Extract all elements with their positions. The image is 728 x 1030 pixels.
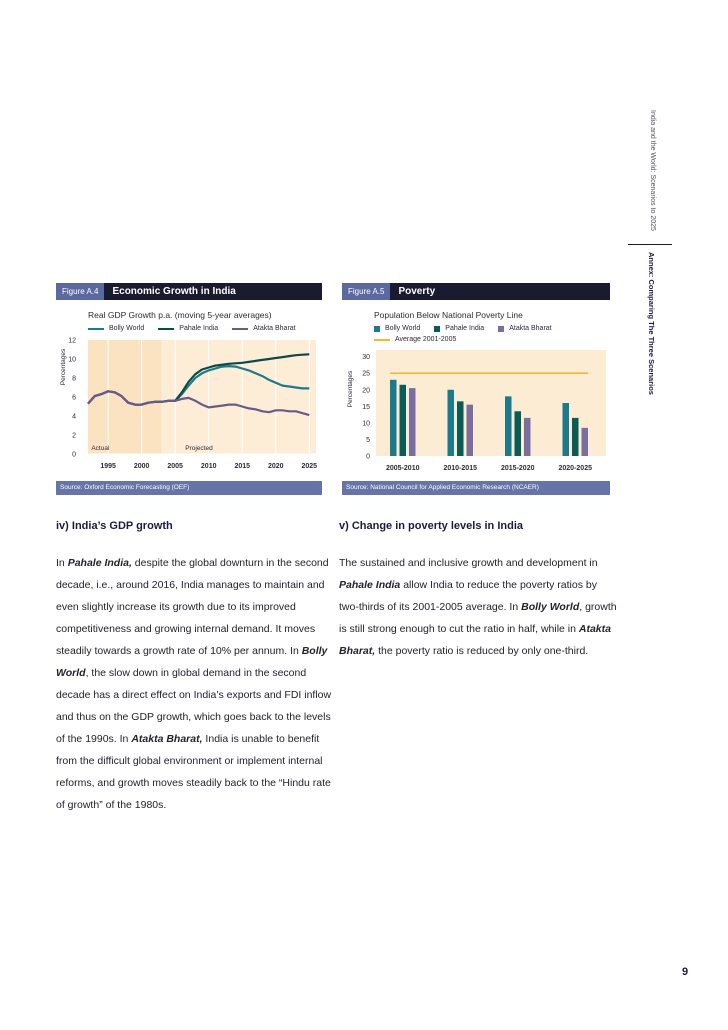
bar-bolly-world-2010-2015 xyxy=(448,390,455,456)
legend-swatch xyxy=(158,328,174,330)
bar-bolly-world-2015-2020 xyxy=(505,396,512,456)
scenario-name: Atakta Bharat, xyxy=(131,733,203,745)
x-tick-label: 2020-2025 xyxy=(558,465,592,472)
gdp-section-heading: iv) India’s GDP growth xyxy=(56,520,173,532)
projected-period-shading xyxy=(162,340,316,454)
y-axis-label: Percentages xyxy=(60,348,67,386)
y-tick-label: 6 xyxy=(72,394,76,402)
text-run: The sustained and inclusive growth and development in xyxy=(339,557,598,569)
x-tick-label: 2005-2010 xyxy=(386,465,420,472)
y-tick-label: 25 xyxy=(362,370,370,378)
poverty-section-body xyxy=(339,552,619,662)
poverty-section-heading: v) Change in poverty levels in India xyxy=(339,520,523,532)
side-section-title xyxy=(644,252,658,402)
x-tick-label: 2010-2015 xyxy=(443,465,477,472)
bar-pahale-india-2015-2020 xyxy=(515,411,522,456)
legend-item-bolly-world xyxy=(88,325,144,332)
legend-swatch xyxy=(88,328,104,330)
legend-swatch xyxy=(232,328,248,330)
projected-annotation: Projected xyxy=(185,445,213,452)
actual-annotation: Actual xyxy=(91,445,110,452)
legend-item-pahale-india xyxy=(434,325,484,332)
bar-pahale-india-2010-2015 xyxy=(457,401,464,456)
x-tick-label: 2025 xyxy=(301,463,318,470)
bar-pahale-india-2020-2025 xyxy=(572,418,579,456)
x-tick-label: 2015-2020 xyxy=(501,465,535,472)
x-tick-label: 2005 xyxy=(167,463,183,470)
text-run: India is unable to benefit from the difficult global environment or implement internal reforms, and growth moves steadily back to the “Hindu rate of growth” of the 1980s. xyxy=(56,733,331,811)
y-tick-label: 0 xyxy=(366,453,370,461)
x-tick-label: 2015 xyxy=(234,463,251,470)
poverty-chart-legend xyxy=(374,325,566,332)
x-tick-label: 2010 xyxy=(200,463,217,470)
text-run: , growth is still strong enough to cut the ratio in half, while in xyxy=(339,601,617,635)
text-run: despite the global downturn in the second decade, i.e., around 2016, India manages to maintain and even slightly increase its growth due to its improved competitiveness and growing internal demand. It moves steadily towards a growth rate of 10% per annum. In xyxy=(56,557,329,657)
x-tick-label: 2000 xyxy=(133,463,150,470)
legend-item-atakta-bharat xyxy=(498,325,551,332)
y-tick-label: 5 xyxy=(366,436,370,444)
y-tick-label: 10 xyxy=(68,356,76,364)
legend-label: Average 2001-2005 xyxy=(395,336,457,343)
legend-item-atakta-bharat xyxy=(232,325,295,332)
text-run: allow India to reduce the poverty ratios by two-thirds of its 2001-2005 average. In xyxy=(339,579,597,613)
side-divider xyxy=(628,244,672,245)
side-running-title-text: India and the World: Scenarios to 2025 xyxy=(649,110,656,231)
scenario-name: Bolly World xyxy=(521,601,580,613)
figure-a4-label: Figure A.4 xyxy=(56,283,104,300)
bar-atakta-bharat-2005-2010 xyxy=(409,388,416,456)
y-tick-label: 30 xyxy=(362,354,370,362)
text-run: In xyxy=(56,557,68,569)
bar-atakta-bharat-2020-2025 xyxy=(582,428,589,456)
y-tick-label: 15 xyxy=(362,403,370,411)
y-tick-label: 4 xyxy=(72,413,76,421)
poverty-chart-title: Population Below National Poverty Line xyxy=(374,310,523,320)
scenario-name: Pahale India xyxy=(339,579,401,591)
y-tick-label: 10 xyxy=(362,420,370,428)
text-run: the poverty ratio is reduced by only one-third. xyxy=(375,645,589,657)
scenario-name: Bolly World xyxy=(56,645,328,679)
figure-a5-source: Source: National Council for Applied Economic Research (NCAER) xyxy=(342,481,610,495)
legend-label: Atakta Bharat xyxy=(509,325,552,332)
gdp-chart-title: Real GDP Growth p.a. (moving 5-year averages) xyxy=(88,310,272,320)
y-tick-label: 2 xyxy=(72,432,76,440)
legend-label: Bolly World xyxy=(385,325,421,332)
legend-label: Pahale India xyxy=(179,325,219,332)
legend-label: Pahale India xyxy=(445,325,485,332)
bar-bolly-world-2020-2025 xyxy=(563,403,570,456)
x-tick-label: 1995 xyxy=(100,463,116,470)
poverty-bar-chart xyxy=(342,346,610,476)
y-tick-label: 8 xyxy=(72,375,76,383)
figure-a5-title: Poverty xyxy=(398,286,436,297)
poverty-paragraph xyxy=(339,552,619,662)
scenario-name: Pahale India, xyxy=(67,557,132,569)
legend-swatch xyxy=(374,339,390,341)
legend-label: Atakta Bharat xyxy=(253,325,296,332)
side-section-title-text: Annex: Comparing The Three Scenarios xyxy=(647,252,656,395)
page-number: 9 xyxy=(682,966,689,978)
scenario-name: Atakta Bharat, xyxy=(339,623,611,657)
poverty-chart-legend-average xyxy=(374,336,470,343)
gdp-section-body xyxy=(56,552,334,816)
legend-swatch xyxy=(374,326,380,332)
figure-a4-title: Economic Growth in India xyxy=(112,286,236,297)
figure-a5-label: Figure A.5 xyxy=(342,283,390,300)
bar-pahale-india-2005-2010 xyxy=(400,385,407,456)
gdp-line-chart xyxy=(56,336,322,476)
text-run: , the slow down in global demand in the second decade has a direct effect on India’s exports and FDI inflow and thus on the GDP growth, which goes back to the levels of the 1990s. In xyxy=(56,667,332,745)
y-tick-label: 0 xyxy=(72,451,76,459)
gdp-chart-legend xyxy=(88,325,310,332)
gdp-paragraph xyxy=(56,552,334,816)
figure-a4-header xyxy=(56,283,322,300)
legend-item-average xyxy=(374,336,456,343)
legend-swatch xyxy=(434,326,440,332)
x-tick-label: 2020 xyxy=(267,463,284,470)
y-tick-label: 20 xyxy=(362,387,370,395)
figure-a4-source: Source: Oxford Economic Forecasting (OEF) xyxy=(56,481,322,495)
bar-atakta-bharat-2010-2015 xyxy=(467,405,474,456)
bar-bolly-world-2005-2010 xyxy=(390,380,397,456)
legend-item-pahale-india xyxy=(158,325,218,332)
side-running-title xyxy=(644,110,658,240)
legend-item-bolly-world xyxy=(374,325,420,332)
legend-label: Bolly World xyxy=(109,325,145,332)
bar-atakta-bharat-2015-2020 xyxy=(524,418,531,456)
legend-swatch xyxy=(498,326,504,332)
y-tick-label: 12 xyxy=(68,337,76,345)
y-axis-label: Percentages xyxy=(347,370,354,408)
actual-period-shading xyxy=(88,340,162,454)
figure-a5-header xyxy=(342,283,610,300)
